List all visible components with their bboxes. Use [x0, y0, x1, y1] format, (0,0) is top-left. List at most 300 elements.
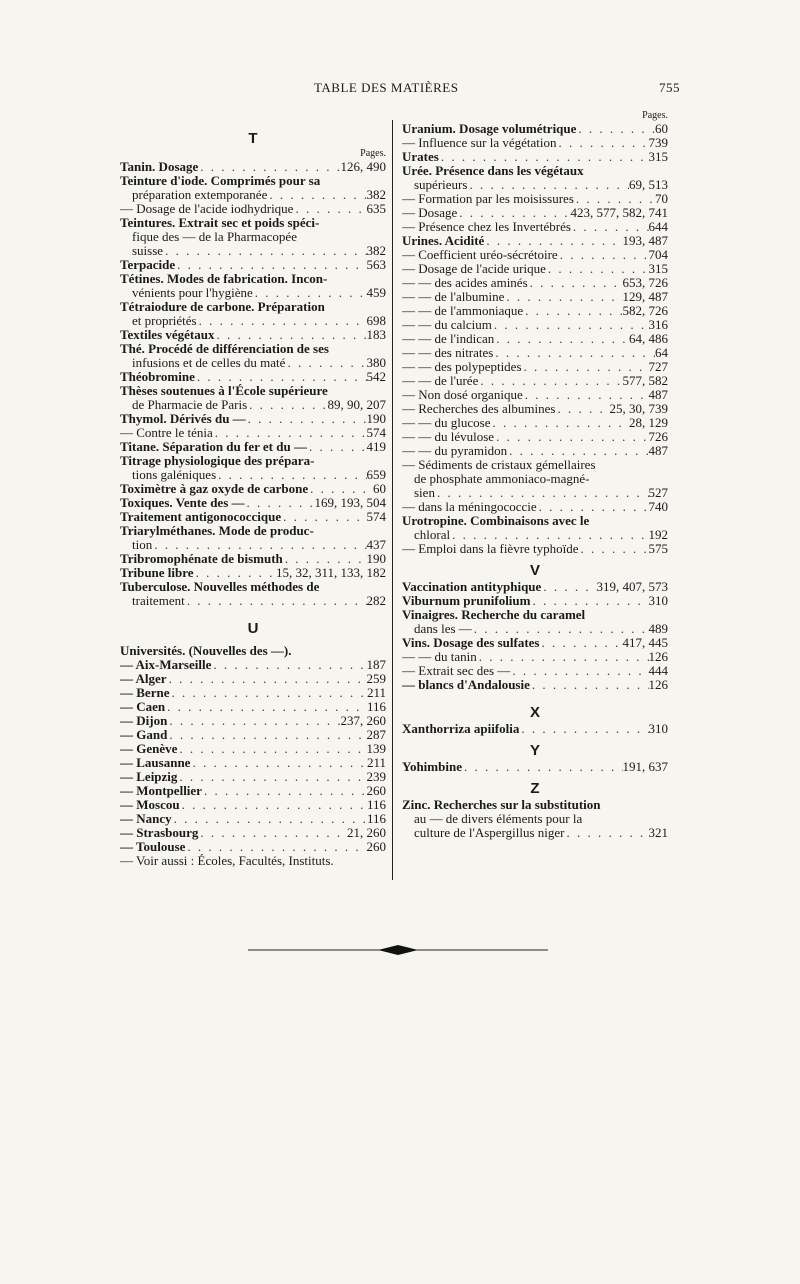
- entry-pages: 575: [648, 542, 668, 556]
- dot-leader: [283, 552, 367, 566]
- entry-text: — blancs d'Andalousie: [402, 678, 530, 692]
- index-entry-line: [402, 374, 668, 388]
- entry-text: — — de l'ammoniaque: [402, 304, 524, 318]
- index-entry: [402, 136, 668, 150]
- entry-text: Traitement antigonococcique: [120, 510, 282, 524]
- entry-text: — Nancy: [120, 812, 172, 826]
- entry-text: — — du calcium: [402, 318, 492, 332]
- index-entry: [402, 150, 668, 164]
- entry-pages: 192: [648, 528, 668, 542]
- entry-pages: 382: [366, 244, 386, 258]
- dot-leader: [439, 150, 649, 164]
- entry-pages: 315: [648, 150, 668, 164]
- entry-text: traitement: [132, 594, 185, 608]
- index-entry: [402, 416, 668, 430]
- index-entry-line: [120, 384, 386, 398]
- dot-leader: [546, 262, 649, 276]
- dot-leader: [576, 122, 655, 136]
- index-entry: [402, 636, 668, 650]
- dot-leader: [477, 650, 649, 664]
- dot-leader: [490, 416, 629, 430]
- entry-text: — Sédiments de cristaux gémellaires: [402, 458, 596, 472]
- index-entry-line: [402, 514, 668, 528]
- entry-text: Teinture d'iode. Comprimés pour sa: [120, 174, 321, 188]
- entry-pages: 15, 32, 311, 133, 182: [275, 566, 386, 580]
- entry-pages: 444: [648, 664, 668, 678]
- index-entry: [120, 840, 386, 854]
- index-entry: [402, 580, 668, 594]
- entry-pages: 574: [366, 510, 386, 524]
- entry-text: Terpacide: [120, 258, 176, 272]
- entry-text: Tribromophénate de bismuth: [120, 552, 283, 566]
- index-entry-line: [402, 722, 668, 736]
- index-entry: [120, 798, 386, 812]
- dot-leader: [450, 528, 648, 542]
- entry-text: — Toulouse: [120, 840, 186, 854]
- index-entry: [120, 272, 386, 300]
- index-entry: [120, 672, 386, 686]
- entry-pages: 542: [366, 370, 386, 384]
- index-entry-line: [120, 370, 386, 384]
- entry-text: supérieurs: [414, 178, 468, 192]
- entry-pages: 69, 513: [629, 178, 668, 192]
- index-entry-line: [402, 206, 668, 220]
- right-column: [402, 110, 668, 840]
- entry-pages: 437: [366, 538, 386, 552]
- index-entry-line: [402, 150, 668, 164]
- dot-leader: [177, 742, 366, 756]
- index-entry-line: [402, 430, 668, 444]
- index-entry-line: [402, 346, 668, 360]
- entry-text: — Montpellier: [120, 784, 202, 798]
- entry-text: — Lausanne: [120, 756, 191, 770]
- entry-text: Textiles végétaux: [120, 328, 215, 342]
- entry-text: Théobromine: [120, 370, 195, 384]
- index-entry: [120, 580, 386, 608]
- index-entry-line: [120, 686, 386, 700]
- entry-pages: 574: [366, 426, 386, 440]
- index-entry: [120, 524, 386, 552]
- index-entry-line: [120, 174, 386, 188]
- index-entry: [120, 174, 386, 202]
- section-letter-x: X: [529, 704, 540, 721]
- entry-text: — — du lévulose: [402, 430, 495, 444]
- dot-leader: [472, 622, 649, 636]
- index-entry-line: [120, 580, 386, 594]
- index-entry-line: [402, 650, 668, 664]
- dot-leader: [167, 672, 367, 686]
- entry-text: — Dosage de l'acide iodhydrique: [120, 202, 294, 216]
- index-entry-line: [402, 248, 668, 262]
- index-entry-line: [120, 230, 386, 244]
- index-entry: [402, 458, 668, 500]
- entry-text: — Berne: [120, 686, 170, 700]
- index-entry-line: [402, 262, 668, 276]
- entry-pages: 726: [648, 430, 668, 444]
- entry-text: Zinc. Recherches sur la substitution: [402, 798, 601, 812]
- entry-text: — Emploi dans la fièvre typhoïde: [402, 542, 579, 556]
- index-entry: [120, 496, 386, 510]
- page-number: 755: [659, 80, 680, 95]
- index-entry-line: [120, 552, 386, 566]
- entry-text: suisse: [132, 244, 164, 258]
- index-entry: [402, 248, 668, 262]
- entry-pages: 704: [648, 248, 668, 262]
- index-entry: [120, 384, 386, 412]
- entry-text: — — du tanin: [402, 650, 477, 664]
- index-entry-line: [120, 812, 386, 826]
- index-entry-line: [402, 608, 668, 622]
- entry-text: — Voir aussi : Écoles, Facultés, Instituts.: [120, 854, 334, 868]
- section-y-entries: [402, 760, 668, 774]
- entry-text: Urée. Présence dans les végétaux: [402, 164, 584, 178]
- index-entry-line: [120, 426, 386, 440]
- index-entry-line: [120, 524, 386, 538]
- index-entry: [120, 826, 386, 840]
- dot-leader: [519, 722, 648, 736]
- entry-text: tions galéniques: [132, 468, 217, 482]
- pages-label: Pages.: [360, 148, 386, 159]
- index-entry-line: [402, 318, 668, 332]
- section-u-entries: [120, 644, 386, 868]
- entry-text: — Dijon: [120, 714, 168, 728]
- index-entry: [402, 262, 668, 276]
- index-entry: [120, 770, 386, 784]
- index-entry-line: [120, 160, 386, 174]
- entry-text: Urotropine. Combinaisons avec le: [402, 514, 590, 528]
- index-entry-line: [120, 770, 386, 784]
- entry-text: — — de l'urée: [402, 374, 479, 388]
- dot-leader: [541, 580, 596, 594]
- index-entry: [402, 290, 668, 304]
- index-entry-line: [120, 826, 386, 840]
- index-entry: [120, 202, 386, 216]
- index-entry: [120, 756, 386, 770]
- index-entry-line: [402, 458, 668, 472]
- end-ornament: [248, 944, 548, 956]
- index-entry: [120, 552, 386, 566]
- index-entry-line: [120, 356, 386, 370]
- index-entry-line: [120, 398, 386, 412]
- entry-pages: 459: [366, 286, 386, 300]
- index-entry: [120, 160, 386, 174]
- index-entry-line: [402, 402, 668, 416]
- index-entry-line: [120, 244, 386, 258]
- index-entry: [120, 658, 386, 672]
- dot-leader: [198, 160, 340, 174]
- index-entry: [120, 784, 386, 798]
- entry-pages: 260: [366, 784, 386, 798]
- index-entry-line: [120, 314, 386, 328]
- entry-text: Viburnum prunifolium: [402, 594, 531, 608]
- index-entry: [402, 430, 668, 444]
- index-entry-line: [120, 328, 386, 342]
- entry-pages: 577, 582: [622, 374, 668, 388]
- section-t-entries: [120, 160, 386, 608]
- dot-leader: [478, 374, 622, 388]
- entry-pages: 64, 486: [629, 332, 668, 346]
- index-entry-line: [120, 202, 386, 216]
- entry-text: — Présence chez les Invertébrés: [402, 220, 571, 234]
- index-entry-line: [402, 220, 668, 234]
- entry-text: — Leipzig: [120, 770, 178, 784]
- dot-leader: [307, 440, 367, 454]
- index-entry: [402, 304, 668, 318]
- dot-leader: [494, 332, 629, 346]
- index-entry: [402, 514, 668, 542]
- entry-pages: 260: [366, 840, 386, 854]
- index-entry: [402, 122, 668, 136]
- dot-leader: [185, 594, 367, 608]
- dot-leader: [152, 538, 366, 552]
- entry-text: — Genève: [120, 742, 178, 756]
- dot-leader: [190, 756, 367, 770]
- index-entry: [120, 454, 386, 482]
- dot-leader: [177, 770, 366, 784]
- index-entry: [402, 678, 668, 692]
- entry-pages: 116: [366, 700, 386, 714]
- index-entry: [402, 650, 668, 664]
- index-entry-line: [402, 234, 668, 248]
- entry-text: — Moscou: [120, 798, 180, 812]
- entry-pages: 129, 487: [622, 290, 668, 304]
- index-entry-line: [120, 594, 386, 608]
- index-entry: [402, 722, 668, 736]
- entry-text: — — des nitrates: [402, 346, 494, 360]
- index-entry: [120, 812, 386, 826]
- entry-pages: 423, 577, 582, 741: [570, 206, 668, 220]
- index-entry-line: [120, 468, 386, 482]
- dot-leader: [528, 276, 623, 290]
- entry-pages: 287: [366, 728, 386, 742]
- entry-text: et propriétés: [132, 314, 197, 328]
- index-entry: [120, 686, 386, 700]
- entry-text: — Influence sur la végétation: [402, 136, 557, 150]
- index-entry-line: [120, 566, 386, 580]
- index-entry: [402, 346, 668, 360]
- index-entry-line: [402, 276, 668, 290]
- index-entry: [402, 664, 668, 678]
- entry-pages: 126, 490: [340, 160, 386, 174]
- index-entry-line: [402, 580, 668, 594]
- entry-text: — — de l'indican: [402, 332, 495, 346]
- entry-pages: 126: [648, 678, 668, 692]
- entry-text: — Coefficient uréo-sécrétoire: [402, 248, 558, 262]
- index-entry: [120, 216, 386, 258]
- index-entry-line: [120, 258, 386, 272]
- running-title: TABLE DES MATIÈRES: [314, 80, 459, 95]
- dot-leader: [195, 370, 367, 384]
- index-entry-line: [120, 342, 386, 356]
- index-entry: [402, 760, 668, 774]
- entry-text: — — du pyramidon: [402, 444, 508, 458]
- index-entry: [402, 164, 668, 192]
- index-entry-line: [402, 760, 668, 774]
- entry-text: Titrage physiologique des prépara-: [120, 454, 315, 468]
- dot-leader: [493, 346, 655, 360]
- entry-text: vénients pour l'hygiène: [132, 286, 253, 300]
- dot-leader: [571, 220, 649, 234]
- entry-text: sien: [414, 486, 435, 500]
- index-entry-line: [402, 122, 668, 136]
- dot-leader: [579, 542, 649, 556]
- index-entry-line: [120, 854, 386, 868]
- dot-leader: [165, 700, 367, 714]
- entry-pages: 487: [648, 444, 668, 458]
- dot-leader: [281, 510, 366, 524]
- dot-leader: [253, 286, 367, 300]
- column-divider: [392, 120, 393, 880]
- entry-pages: 653, 726: [622, 276, 668, 290]
- entry-text: au — de divers éléments pour la: [414, 812, 583, 826]
- index-entry-line: [402, 678, 668, 692]
- index-entry-line: [402, 472, 668, 486]
- entry-text: — Formation par les moisissures: [402, 192, 574, 206]
- index-entry-line: [120, 784, 386, 798]
- entry-pages: 28, 129: [629, 416, 668, 430]
- entry-pages: 563: [366, 258, 386, 272]
- index-entry: [120, 714, 386, 728]
- index-entry: [402, 220, 668, 234]
- entry-text: — Dosage de l'acide urique: [402, 262, 546, 276]
- dot-leader: [267, 188, 366, 202]
- entry-text: — Aix-Marseille: [120, 658, 212, 672]
- dot-leader: [247, 398, 327, 412]
- index-entry-line: [120, 188, 386, 202]
- index-entry-line: [120, 454, 386, 468]
- section-letter-y: Y: [529, 742, 540, 759]
- dot-leader: [185, 840, 366, 854]
- index-entry-line: [402, 812, 668, 826]
- entry-text: Tétraiodure de carbone. Préparation: [120, 300, 325, 314]
- index-entry-line: [402, 636, 668, 650]
- dot-leader: [202, 784, 367, 798]
- index-entry: [402, 234, 668, 248]
- entry-pages: 237, 260: [340, 714, 386, 728]
- entry-text: — — des acides aminés: [402, 276, 528, 290]
- index-entry-line: [120, 644, 386, 658]
- entry-pages: 659: [366, 468, 386, 482]
- dot-leader: [523, 388, 649, 402]
- dot-leader: [537, 500, 649, 514]
- entry-text: Xanthorriza apiifolia: [402, 722, 520, 736]
- index-entry-line: [402, 826, 668, 840]
- entry-text: Tuberculose. Nouvelles méthodes de: [120, 580, 320, 594]
- entry-pages: 116: [366, 812, 386, 826]
- section-x-entries: [402, 722, 668, 736]
- entry-text: Teintures. Extrait sec et poids spéci-: [120, 216, 320, 230]
- entry-text: Vinaigres. Recherche du caramel: [402, 608, 586, 622]
- index-entry: [402, 276, 668, 290]
- entry-text: préparation extemporanée: [132, 188, 268, 202]
- entry-pages: 319, 407, 573: [596, 580, 668, 594]
- dot-leader: [163, 244, 366, 258]
- entry-pages: 25, 30, 739: [609, 402, 668, 416]
- entry-text: — Recherches des albumines: [402, 402, 556, 416]
- index-entry-line: [402, 192, 668, 206]
- entry-pages: 727: [648, 360, 668, 374]
- entry-pages: 419: [366, 440, 386, 454]
- dot-leader: [308, 482, 373, 496]
- index-entry-line: [402, 542, 668, 556]
- index-entry: [120, 426, 386, 440]
- section-letter-u: U: [247, 620, 259, 637]
- index-entry-line: [120, 496, 386, 510]
- entry-text: — — des polypeptides: [402, 360, 522, 374]
- entry-text: infusions et de celles du maté: [132, 356, 286, 370]
- index-entry-line: [120, 672, 386, 686]
- entry-pages: 70: [655, 192, 668, 206]
- entry-text: Titane. Séparation du fer et du —: [120, 440, 307, 454]
- index-entry: [402, 798, 668, 840]
- index-entry: [120, 412, 386, 426]
- dot-leader: [494, 430, 648, 444]
- index-entry-line: [402, 486, 668, 500]
- entry-pages: 380: [366, 356, 386, 370]
- index-entry: [120, 370, 386, 384]
- entry-text: dans les —: [414, 622, 472, 636]
- entry-text: culture de l'Aspergillus niger: [414, 826, 565, 840]
- entry-text: — — de l'albumine: [402, 290, 505, 304]
- dot-leader: [467, 178, 629, 192]
- dot-leader: [557, 136, 649, 150]
- index-entry: [120, 342, 386, 370]
- dot-leader: [169, 686, 367, 700]
- entry-text: de Pharmacie de Paris: [132, 398, 248, 412]
- entry-text: — Contre le ténia: [120, 426, 213, 440]
- entry-text: Urines. Acidité: [402, 234, 485, 248]
- entry-text: Vins. Dosage des sulfates: [402, 636, 540, 650]
- entry-pages: 527: [648, 486, 668, 500]
- index-entry-line: [120, 482, 386, 496]
- entry-pages: 116: [366, 798, 386, 812]
- entry-pages: 183: [366, 328, 386, 342]
- section-letter-z: Z: [530, 780, 540, 797]
- dot-leader: [462, 760, 623, 774]
- index-entry-line: [120, 538, 386, 552]
- section-v-entries: [402, 580, 668, 692]
- index-entry: [402, 360, 668, 374]
- entry-pages: 21, 260: [347, 826, 386, 840]
- index-entry-line: [120, 216, 386, 230]
- dot-leader: [245, 496, 315, 510]
- index-entry: [120, 328, 386, 342]
- section-u-continued-entries: [402, 122, 668, 556]
- entry-text: Thé. Procédé de différenciation de ses: [120, 342, 329, 356]
- index-entry-line: [120, 798, 386, 812]
- dot-leader: [213, 426, 367, 440]
- index-entry: [120, 644, 386, 658]
- dot-leader: [172, 812, 367, 826]
- dot-leader: [167, 728, 366, 742]
- section-z-entries: [402, 798, 668, 840]
- index-entry-line: [402, 798, 668, 812]
- entry-pages: 582, 726: [622, 304, 668, 318]
- dot-leader: [194, 566, 276, 580]
- entry-text: fique des — de la Pharmacopée: [132, 230, 297, 244]
- index-entry-line: [120, 742, 386, 756]
- dot-leader: [539, 636, 622, 650]
- index-entry: [120, 728, 386, 742]
- dot-leader: [167, 714, 340, 728]
- dot-leader: [246, 412, 367, 426]
- index-entry: [402, 608, 668, 636]
- entry-text: Uranium. Dosage volumétrique: [402, 122, 577, 136]
- dot-leader: [211, 658, 366, 672]
- dot-leader: [175, 258, 366, 272]
- dot-leader: [285, 356, 366, 370]
- index-entry: [120, 854, 386, 868]
